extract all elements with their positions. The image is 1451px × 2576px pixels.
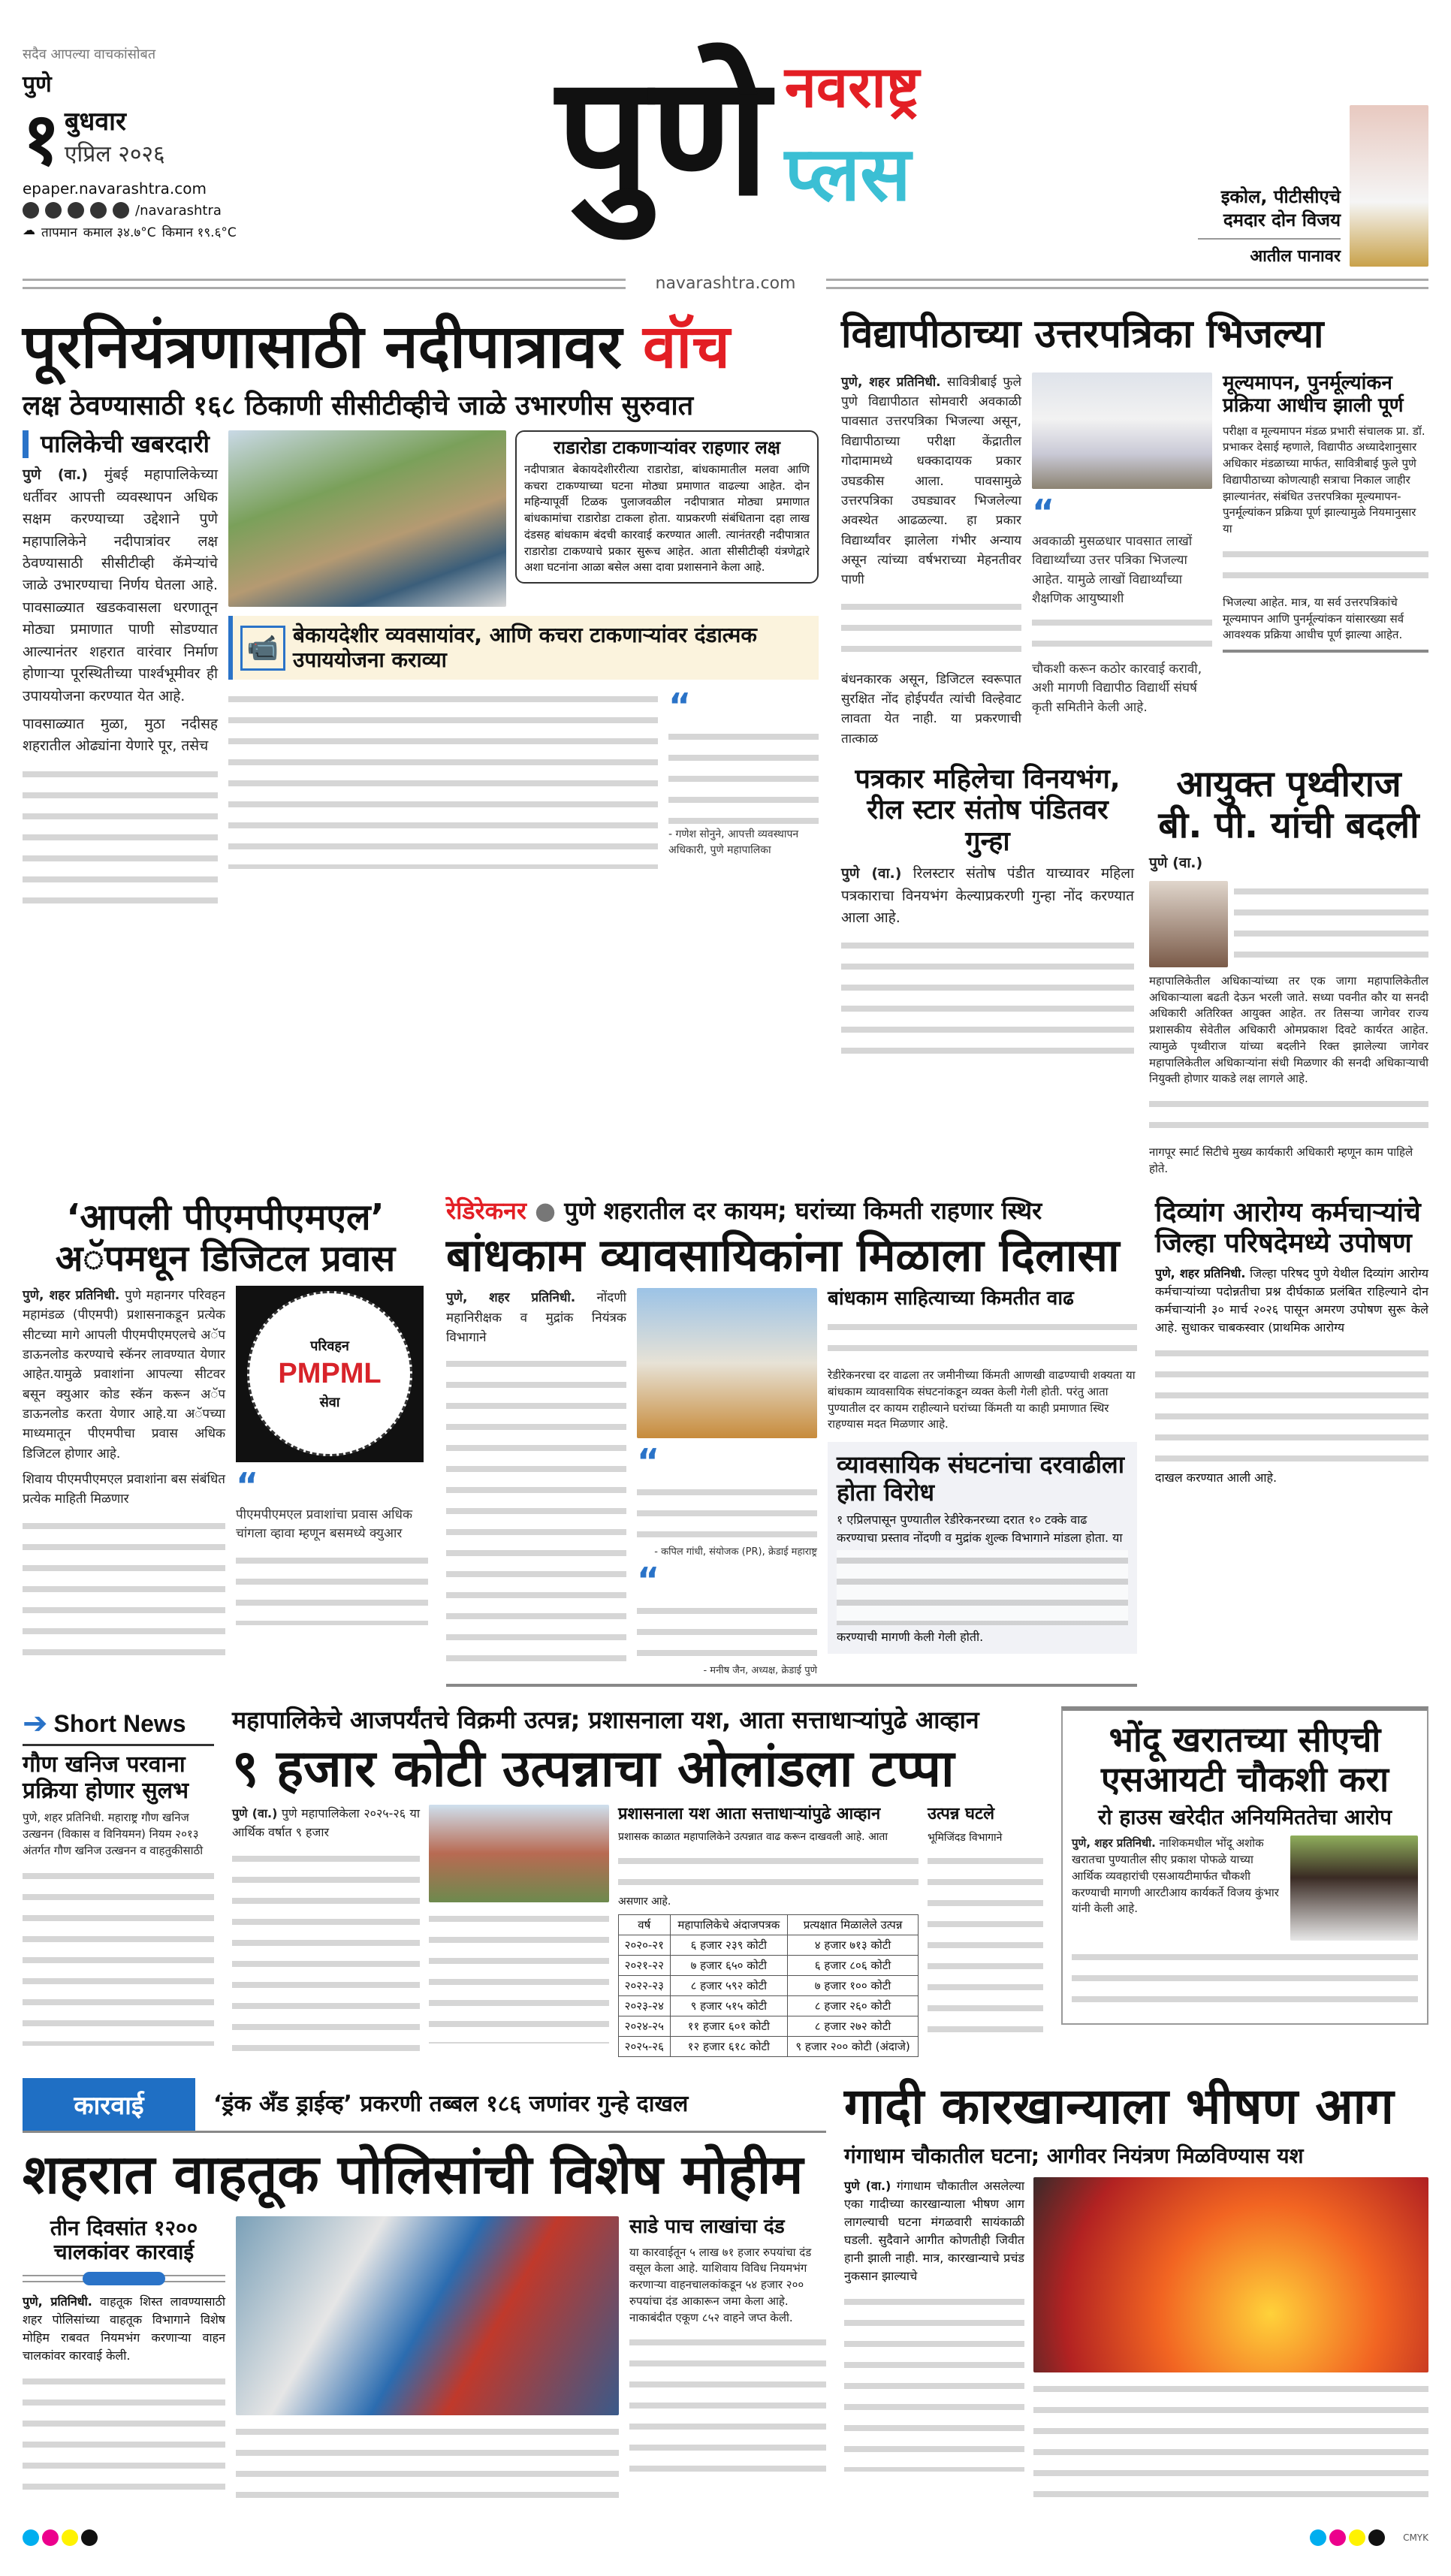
youtube-icon[interactable] xyxy=(90,202,107,219)
article-body: बंधनकारक असून, डिजिटल स्वरूपात सुरक्षित नोंद होईपर्यंत त्यांची विल्हेवाट लावता येत नाही. या प्रकरणाची तात्काळ xyxy=(841,671,1021,747)
date-day: १ xyxy=(23,97,60,181)
table-cell: ७ हजार १०० कोटी xyxy=(788,1976,919,1996)
university-headline: विद्यापीठाच्या उत्तरपत्रिका भिजल्या xyxy=(841,312,1324,357)
quote-block xyxy=(637,1441,817,1678)
promo xyxy=(1198,45,1428,267)
instagram-icon[interactable] xyxy=(45,202,62,219)
lead-story xyxy=(23,312,819,914)
table-header: महापालिकेचे अंदाजपत्रक xyxy=(670,1915,788,1935)
box-body: नदीपात्रात बेकायदेशीररीत्या राडारोडा, बांधकामातील मलवा आणि कचरा टाकण्याच्या घटना मोठ्या प्रमाणात वाढल्या आहेत. दोन महिन्यापूर्वी टिळक पुलाजवळील नदीपात्रात मोठ्या प्रमाणात बांधकामांचा राडारोडा टाकला होता. याप्रकरणी संबंधिताना दहा लाख दंडसह बांधकाम बंदची कारवाई करण्यात आली. त्यानंतरही नदीपात्रात राडारोडा टाकण्याचे प्रकार सुरूच आहेत. आता सीसीटीव्ही यंत्रणेद्वारे अशा घटनांना आळा बसेल असा दावा प्रशासनाने केला आहे. xyxy=(524,462,810,575)
article-body: रेडीरेकनरचा दर वाढला तर जमीनीच्या किंमती आणखी वाढण्याची शक्यता या बांधकाम व्यावसायिक संघटनांकडून व्यक्त केली गेली होती. परंतु आता पुण्यातील दर कायम राहील्याने घरांच्या किंमती या काही प्रमाणात स्थिर राहण्यास मदत मिळणार आहे. xyxy=(828,1368,1136,1431)
logo-main: पुणे xyxy=(556,40,770,232)
registration-dot xyxy=(23,2529,39,2546)
table-row xyxy=(619,2037,919,2057)
revenue-side: उत्पन्न घटले भूमिजिंदड विभागाने xyxy=(928,1805,1043,2045)
table-cell: ६ हजार २३९ कोटी xyxy=(670,1935,788,1956)
table-row xyxy=(619,1976,919,1996)
table-cell: ११ हजार ६०१ कोटी xyxy=(670,2016,788,2037)
rr-kicker: रेडिरेकनर ● पुणे शहरातील दर कायम; घरांच्या किमती राहणार स्थिर xyxy=(446,1196,1042,1225)
table-cell: २०२५-२६ xyxy=(619,2037,671,2057)
table-cell: ९ हजार २०० कोटी (अंदाजे) xyxy=(788,2037,919,2057)
quote-block xyxy=(1032,491,1212,718)
quote-icon: “ xyxy=(236,1464,259,1506)
logo-text: परिवहन xyxy=(310,1338,349,1354)
right-column xyxy=(841,312,1428,1178)
cctv-river-illustration xyxy=(228,430,506,607)
accused-photo xyxy=(1290,1835,1418,1941)
quote-block xyxy=(236,1464,428,1544)
table-cell: ९ हजार ५१५ कोटी xyxy=(670,1996,788,2016)
rr-opposition-box: व्यावसायिक संघटनांचा दरवाढीला होता विरोध १ एप्रिलपासून पुण्यातील रेडीरेकनरच्या दरात १० टक्के वाढ करण्याचा प्रस्ताव नोंदणी व मुद्रांक शुल्क विभागाने मांडला होता. या करण्याची मागणी केली गेली होती. xyxy=(828,1442,1137,1654)
dateline: पुणे (वा.) xyxy=(23,466,88,484)
pmpml-story: ‘आपली पीएमपीएमएल’ अॅपमधून डिजिटल प्रवास पुणे, शहर प्रतिनिधी. पुणे महानगर परिवहन महामंडळ (पीएमपी) प्रशासनाकडून प्रत्येक सीटच्या मागे आपली पीएमपीएमएलचे अॅप डाऊनलोड करण्याचे स्कॅनर लावण्यात येणार आहेत.यामुळे प्रवाशांना आपल्या सीटवर बसून क्युआर कोड स्कॅन करून अॅप डाऊनलोड करता येणार आहे.या अॅपच्या माध्यमातून पीएमपीचा प्रवास अधिक डिजिटल होणार आहे. शिवाय पीएमपीएमएल प्रवाशांना बस संबंधित प्रत्येक माहिती मिळणार परिवहन PMPML सेवा “ पीएमपीएमएल प्रवाशांचा प्रवास अधिक चांगला व्हावा म्हणून बसमध्ये क्युआर xyxy=(23,1197,428,1666)
lead-subheadline: लक्ष ठेवण्यासाठी १६८ ठिकाणी सीसीटीव्हीचे जाळे उभारणीस सुरुवात xyxy=(23,391,694,421)
story-headline: पत्रकार महिलेचा विनयभंग, रील स्टार संतोष पंडितवर गुन्हा xyxy=(855,763,1121,857)
registration-dots xyxy=(23,2529,101,2546)
rr-headline: बांधकाम व्यावसायिकांना मिळाला दिलासा xyxy=(446,1229,1120,1283)
traffic-police-illustration xyxy=(236,2216,619,2415)
fire-photo xyxy=(1033,2177,1428,2372)
quote-block xyxy=(668,685,819,858)
story-headline: आयुक्त पृथ्वीराज बी. पी. यांची बदली xyxy=(1158,762,1419,847)
section-top xyxy=(23,312,1428,1178)
text-lines xyxy=(23,764,218,914)
table-cell: ८ हजार २६० कोटी xyxy=(788,1996,919,2016)
facebook-icon[interactable] xyxy=(23,202,39,219)
quote-text: अवकाळी मुसळधार पावसात लाखों विद्यार्थ्यांच्या उत्तर पत्रिका भिजल्या आहेत. यामुळे लाखों विद्यार्थ्यांच्या शैक्षणिक आयुष्याशी xyxy=(1032,533,1193,607)
commissioner-story: आयुक्त पृथ्वीराज बी. पी. यांची बदली पुणे (वा.) महापालिकेतील अधिकाऱ्यांच्या तर एक जागा महापालिकेतील अधिकाऱ्याला बढती देऊन भरली जाते. सध्या पवनीत कौर या सनदी अधिकारी अतिरिक्त आयुक्त आहेत. तर तिसऱ्या जागेवर राज्य प्रशासकीय सेवेतील अधिकारी ओमप्रकाश दिवटे कार्यरत आहेत. त्यामुळे पृथ्वीराज यांच्या बदलीने रिक्त झालेल्या जागेवर महापालिकेतील अधिकाऱ्यांना संधी मिळणार की सनदी अधिकाऱ्याची नियुक्ती होणार याकडे लक्ष लागले आहे. नागपूर स्मार्ट सिटीचे मुख्य कार्यकारी अधिकारी म्हणून काम पाहिले होते. xyxy=(1149,764,1428,1178)
university-column xyxy=(841,373,1021,749)
x-icon[interactable] xyxy=(68,202,84,219)
logo-bottom: प्लस xyxy=(784,129,911,218)
article-body: पावसाळ्यात मुळा, मुठा नदीसह शहरातील ओढ्यांना येणारे पूर, तसेच xyxy=(23,716,218,755)
fire-subheadline: गंगाधाम चौकातील घटना; आगीवर नियंत्रण मिळविण्यास यश xyxy=(844,2143,1304,2168)
masthead-info xyxy=(23,45,278,240)
registration-dot xyxy=(1349,2529,1365,2546)
table-cell: ७ हजार ६५० कोटी xyxy=(670,1956,788,1976)
pmpml-logo xyxy=(236,1286,424,1462)
social-handle: /navarashtra xyxy=(135,202,222,219)
traffic-column: तीन दिवसांत १२०० चालकांवर कारवाई पुणे, प्रतिनिधी. वाहतूक शिस्त लावण्यासाठी शहर पोलिसांच्या वाहतूक विभागाने विशेष मोहिम राबवत नियमभंग करणाऱ्या वाहन चालकांवर कारवाई केली. xyxy=(23,2216,225,2491)
logo-top: नवराष्ट्र xyxy=(784,53,920,121)
registration-dot xyxy=(1368,2529,1385,2546)
registration-dots xyxy=(1310,2529,1388,2546)
table-row xyxy=(619,2016,919,2037)
story-headline: दिव्यांग आरोग्य कर्मचाऱ्यांचे जिल्हा परिषदेमध्ये उपोषण xyxy=(1155,1196,1421,1259)
dateline: पुणे, शहर प्रतिनिधी. xyxy=(841,374,941,390)
promo-text[interactable]: इकोल, पीटीसीएचे दमदार दोन विजय xyxy=(1220,186,1341,231)
registration-dot xyxy=(62,2529,78,2546)
masthead xyxy=(23,40,1428,267)
sit-story: भोंदू खरातच्या सीएची एसआयटी चौकशी करा रो हाउस खरेदीत अनियमिततेचा आरोप पुणे, शहर प्रतिनिधी. नाशिकमधील भोंदू अशोक खरातचा पुण्यातील सीए प्रकाश पोफळे याच्या आर्थिक व्यवहारांची एसआयटीमार्फत चौकशी करण्याची मागणी आरटीआय कार्यकर्ते विजय कुंभार यांनी केली आहे. xyxy=(1061,1706,1428,2025)
table-row xyxy=(619,1996,919,2016)
promo-photo xyxy=(1350,105,1428,267)
article-body: परीक्षा व मूल्यमापन मंडळ प्रभारी संचालक प्रा. डॉ. प्रभाकर देसाई म्हणाले, विद्यापीठ अध्यादेशानुसार अधिकार मंडळाच्या मार्फत, सावित्रीबाई फुले पुणे विद्यापीठाच्या कोणत्याही सत्राचा निकाल जाहीर झाल्यानंतर, संबंधित उत्तरपत्रिका मूल्यमापन-पुनर्मूल्यांकन प्रक्रिया पूर्ण झाल्यामुळे नियमानुसार या xyxy=(1223,424,1425,536)
registration-dot xyxy=(81,2529,98,2546)
fire-column: पुणे (वा.) गंगाधाम चौकातील असलेल्या एका गादीच्या कारखान्याला भीषण आग लागल्याची घटना मंगळवारी सायंकाळी घडली. सुदैवाने आगीत कोणतीही जिवीत हानी झाली नाही. मात्र, कारखान्याचे प्रचंड नुकसान झाल्याचे xyxy=(844,2177,1024,2472)
article-body: महापालिकेतील अधिकाऱ्यांच्या तर एक जागा महापालिकेतील अधिकाऱ्याला बढती देऊन भरली जाते. सध्या पवनीत कौर या सनदी अधिकारी अतिरिक्त आयुक्त आहेत. तर तिसऱ्या जागेवर राज्य प्रशासकीय सेवेतील अधिकारी ओमप्रकाश दिवटे कार्यरत आहेत. त्यामुळे पृथ्वीराज यांच्या बदलीने रिक्त झालेल्या जागेवर महापालिकेतील अधिकाऱ्यांना संधी मिळणार की सनदी अधिकाऱ्याची नियुक्ती होणार याकडे लक्ष लागले आहे. xyxy=(1149,973,1428,1086)
blue-box-heading: बेकायदेशीर व्यवसायांवर, आणि कचरा टाकणाऱ्यांवर दंडात्मक उपाययोजना कराव्या xyxy=(293,623,757,672)
cmyk-mark: CMYK xyxy=(1403,2532,1428,2543)
section-middle xyxy=(23,1197,1428,1688)
registration-dot xyxy=(1310,2529,1326,2546)
tagline: सदैव आपल्या वाचकांसोबत xyxy=(23,47,156,62)
masthead-rule xyxy=(23,279,626,289)
month-year: एप्रिल २०२६ xyxy=(64,141,165,167)
quote-icon: “ xyxy=(1032,491,1055,532)
newspaper-logo xyxy=(556,40,920,232)
table-row xyxy=(619,1956,919,1976)
text-lines xyxy=(228,689,658,869)
traffic-kicker-bar: कारवाई ‘ड्रंक अँड ड्राईव्ह’ प्रकरणी तब्बल १८६ जणांवर गुन्हे दाखल xyxy=(23,2078,826,2133)
text-lines xyxy=(1033,2378,1428,2506)
table-cell: २०२१-२२ xyxy=(619,1956,671,1976)
blue-subheading-box xyxy=(228,616,819,679)
article-body: रिलस्टार संतोष पंडीत याच्यावर महिला पत्रकाराचा विनयभंग केल्याप्रकरणी गुन्हा नोंद करण्यात आला आहे. xyxy=(841,865,1134,926)
lead-headline-text: पूरनियंत्रणासाठी नदीपात्रावर xyxy=(23,312,623,382)
text-lines xyxy=(236,2421,619,2511)
masthead-rule xyxy=(826,279,1429,289)
revenue-table xyxy=(618,1914,919,2057)
article-body: सावित्रीबाई फुले पुणे विद्यापीठात सोमवारी अवकाळी पावसात उत्तरपत्रिका भिजल्या असून, विद्यापीठाच्या परीक्षा केंद्रातील गोदामामध्ये धक्कादायक प्रकार उघडकीस आला. पावसामुळे उत्तरपत्रिका उघड्यावर भिजलेल्या अवस्थेत आढळल्या. हा प्रकार विद्यार्थ्यांवर झालेला गंभीर अन्याय असून त्यांच्या वर्षभराच्या मेहनतीवर पाणी xyxy=(841,374,1022,588)
website[interactable]: navarashtra.com xyxy=(655,274,796,293)
quote-icon: “ xyxy=(637,1559,660,1600)
university-side xyxy=(1223,373,1428,653)
quote-icon: “ xyxy=(668,685,692,726)
article-body: शिवाय पीएमपीएमएल प्रवाशांना बस संबंधित प्रत्येक माहिती मिळणार xyxy=(23,1471,225,1507)
print-marks xyxy=(23,2529,1428,2546)
registration-dot xyxy=(1329,2529,1346,2546)
traffic-headline: शहरात वाहतूक पोलिसांची विशेष मोहीम xyxy=(23,2142,804,2206)
revenue-column: पुणे (वा.) पुणे महापालिकेला २०२५-२६ या आर्थिक वर्षात ९ हजार xyxy=(232,1805,420,2059)
linkedin-icon[interactable] xyxy=(113,202,129,219)
weekday: बुधवार xyxy=(64,107,126,137)
table-cell: ६ हजार ८०६ कोटी xyxy=(788,1956,919,1976)
table-cell: २०२४-२५ xyxy=(619,2016,671,2037)
box-heading: राडारोडा टाकणाऱ्यांवर राहणार लक्ष xyxy=(554,437,780,459)
article-body: नागपूर स्मार्ट सिटीचे मुख्य कार्यकारी अधिकारी म्हणून काम पाहिले होते. xyxy=(1149,1145,1413,1175)
quote-author: - कपिल गांधी, संयोजक (PR), क्रेडाई महाराष्ट्र xyxy=(654,1546,817,1558)
table-cell: २०२०-२१ xyxy=(619,1935,671,1956)
logo-text: सेवा xyxy=(319,1394,340,1410)
table-cell: ४ हजार ७१३ कोटी xyxy=(788,1935,919,1956)
table-header: प्रत्यक्षात मिळालेले उत्पन्न xyxy=(788,1915,919,1935)
traffic-story xyxy=(23,2078,826,2511)
city: पुणे xyxy=(23,71,52,98)
municipal-building-photo xyxy=(429,1805,609,1902)
story-headline: ‘आपली पीएमपीएमएल’ अॅपमधून डिजिटल प्रवास xyxy=(55,1196,396,1280)
construction-photo xyxy=(637,1288,817,1438)
revenue-headline: ९ हजार कोटी उत्पन्नाचा ओलांडला टप्पा xyxy=(232,1739,955,1799)
fire-story xyxy=(844,2078,1428,2506)
table-cell: २०२३-२४ xyxy=(619,1996,671,2016)
logo-text: PMPML xyxy=(278,1357,382,1389)
short-news: ➔ Short News गौण खनिज परवाना प्रक्रिया होणार सुलभ पुणे, शहर प्रतिनिधी. महाराष्ट्र गौण खनिज उत्खनन (विकास व विनियमन) नियम २०१३ अंतर्गत गौण खनिज उत्खनन व वाहतुकीसाठी xyxy=(23,1706,214,2045)
rr-side: बांधकाम साहित्याच्या किमतीत वाढ रेडीरेकनरचा दर वाढला तर जमीनीच्या किंमती आणखी वाढण्याची शक्यता या बांधकाम व्यावसायिक संघटनांकडून व्यक्त केली गेली होती. परंतु आता पुण्यातील दर कायम राहील्याने घरांच्या किंमती या काही प्रमाणात स्थिर राहण्यास मदत मिळणार आहे. xyxy=(828,1288,1137,1433)
quote-text: पीएमपीएमएल प्रवाशांचा प्रवास अधिक चांगला व्हावा म्हणून बसमध्ये क्युआर xyxy=(236,1507,413,1542)
table-row xyxy=(619,1935,919,1956)
weather-icon: ☁ xyxy=(23,223,35,238)
table-cell: १२ हजार ६१८ कोटी xyxy=(670,2037,788,2057)
lead-headline xyxy=(23,312,819,382)
revenue-story xyxy=(232,1706,1043,2059)
article-body: मुंबई महापालिकेच्या धर्तीवर आपत्ती व्यवस्थापन अधिक सक्षम करण्याच्या उद्देशाने पुणे महापालिकेने नदीपात्रांवर लक्ष ठेवण्यासाठी सीसीटीव्ही कॅमेऱ्यांचे जाळे उभारण्याचा निर्णय घेतला आहे. पावसाळ्यात खडकवासला धरणातून मोठ्या प्रमाणात पाणी सोडण्यात आल्यानंतर शहरात वारंवार निर्माण होणाऱ्या पूरस्थितीच्या पार्श्वभूमीवर ही उपाययोजना करण्यात येत आहे. xyxy=(23,466,218,704)
journalist-story: पत्रकार महिलेचा विनयभंग, रील स्टार संतोष पंडितवर गुन्हा पुणे (वा.) रिलस्टार संतोष पंडीत याच्यावर महिला पत्रकाराचा विनयभंग केल्याप्रकरणी गुन्हा नोंद करण्यात आला आहे. xyxy=(841,764,1134,1055)
debris-box xyxy=(515,430,819,584)
wet-answer-sheets-photo xyxy=(1032,373,1212,489)
epaper-link[interactable]: epaper.navarashtra.com xyxy=(23,179,207,198)
revenue-kicker: महापालिकेचे आजपर्यंतचे विक्रमी उत्पन्न; प्रशासनाला यश, आता सत्ताधाऱ्यांपुढे आव्हान xyxy=(232,1706,979,1735)
lead-headline-accent: वॉच xyxy=(642,312,730,382)
masthead-rules xyxy=(23,274,1428,293)
quote-text: चौकशी करून कठोर कारवाई करावी, अशी मागणी विद्यापीठ विद्यार्थी संघर्ष कृती समितीने केली आहे. xyxy=(1032,661,1202,715)
promo-author: आतील पानावर xyxy=(1198,238,1341,267)
article-body: भिजल्या आहेत. मात्र, या सर्व उत्तरपत्रिकांचे मूल्यमापन आणि पुनर्मूल्यांकन यांसारख्या सर्व आवश्यक प्रक्रिया आधीच पूर्ण झाल्या आहेत. xyxy=(1223,595,1404,642)
fine-column: साडे पाच लाखांचा दंड या कारवाईतून ५ लाख ७१ हजार रुपयांचा दंड वसूल केला आहे. याशिवाय विविध नियमभंग करणाऱ्या वाहनचालकांकडून ५४ हजार २०० रुपयांचा दंड आकारून जमा केला आहे. नाकाबंदीत एकूण ८५२ वाहने जप्त केली. xyxy=(629,2216,826,2483)
ready-reckoner-story xyxy=(446,1197,1137,1688)
article-body: पुणे महानगर परिवहन महामंडळ (पीएमपी) प्रशासनाकडून प्रत्येक सीटच्या मागे आपली पीएमपीएमएलचे अॅप डाऊनलोड करण्याचे स्कॅनर लावण्यात येणार आहेत.यामुळे प्रवाशांना आपल्या सीटवर बसून क्युआर कोड स्कॅन करून अॅप डाऊनलोड करता येणार आहे.या अॅपच्या माध्यमातून पीएमपीचा प्रवास अधिक डिजिटल होणार आहे. xyxy=(23,1287,225,1461)
registration-dot xyxy=(42,2529,59,2546)
lead-column xyxy=(23,430,218,913)
table-cell: ८ हजार ५९२ कोटी xyxy=(670,1976,788,1996)
table-header: वर्ष xyxy=(619,1915,671,1935)
table-cell: ८ हजार २७२ कोटी xyxy=(788,2016,919,2037)
cctv-camera-icon: 📹 xyxy=(240,626,285,671)
table-cell: २०२२-२३ xyxy=(619,1976,671,1996)
quote-icon: “ xyxy=(637,1441,660,1483)
section-bottom xyxy=(23,2078,1428,2511)
text-lines xyxy=(429,1908,609,2044)
revenue-sub: प्रशासनाला यश आता सत्ताधाऱ्यांपुढे आव्हान प्रशासक काळात महापालिकेने उत्पन्नात वाढ करून दाखवली आहे. आता असणार आहे. वर्ष महापालिकेचे अंदाजपत्रक प्रत्यक्षात मिळालेले उत्पन्न २०२०-२१ ६ हजार २३९ कोटी ४ हजार ७१३ कोटी २०२१-२२ ७ हजार ६५० कोटी ६ हजार ८०६ कोटी २०२२-२३ ८ हजार ५९२ कोटी ७ हजार १०० कोटी २०२३-२४ ९ हजार ५१५ कोटी ८ हजार २६० कोटी २०२४-२५ ११ हजार ६०१ कोटी ८ हजार २७२ कोटी २०२५-२६ १२ हजार ६१८ कोटी ९ हजार २०० कोटी (अंदाजे) xyxy=(618,1805,919,2057)
side-heading: पालिकेची खबरदारी xyxy=(23,430,218,458)
section-lower xyxy=(23,1706,1428,2059)
temp-max: कमाल ३४.७°C xyxy=(83,225,156,240)
disabled-story: दिव्यांग आरोग्य कर्मचाऱ्यांचे जिल्हा परिषदेमध्ये उपोषण पुणे, शहर प्रतिनिधी. जिल्हा परिषद पुणे येथील दिव्यांग आरोग्य कर्मचाऱ्यांच्या पदोन्नतीचा प्रश्न दीर्घकाळ प्रलंबित राहिल्याने दोन कर्मचाऱ्यांनी ३० मार्च २०२६ पासून अमरण उपोषण सुरू केले आहे. सुधाकर चाबकस्वार (प्राथमिक आरोग्य दाखल करण्यात आली आहे. xyxy=(1155,1196,1429,1486)
side-heading: मूल्यमापन, पुनर्मूल्यांकन प्रक्रिया आधीच झाली पूर्ण xyxy=(1223,371,1404,417)
commissioner-photo xyxy=(1149,881,1228,967)
quote-author: - गणेश सोनुने, आपत्ती व्यवस्थापन अधिकारी, पुणे महापालिका xyxy=(668,828,799,856)
quote-author: - मनीष जैन, अध्यक्ष, क्रेडाई पुणे xyxy=(703,1664,817,1676)
divider xyxy=(446,1684,1137,1687)
temp-min: किमान १९.६°C xyxy=(161,225,237,240)
rr-column: पुणे, शहर प्रतिनिधी. नोंदणी महानिरीक्षक व मुद्रांक नियंत्रक विभागाने xyxy=(446,1288,626,1669)
weather-label: तापमान xyxy=(41,225,77,240)
arrow-icon: ➔ xyxy=(23,1706,48,1742)
fire-headline: गादी कारखान्याला भीषण आग xyxy=(844,2077,1394,2135)
action-label: कारवाई xyxy=(23,2078,195,2131)
